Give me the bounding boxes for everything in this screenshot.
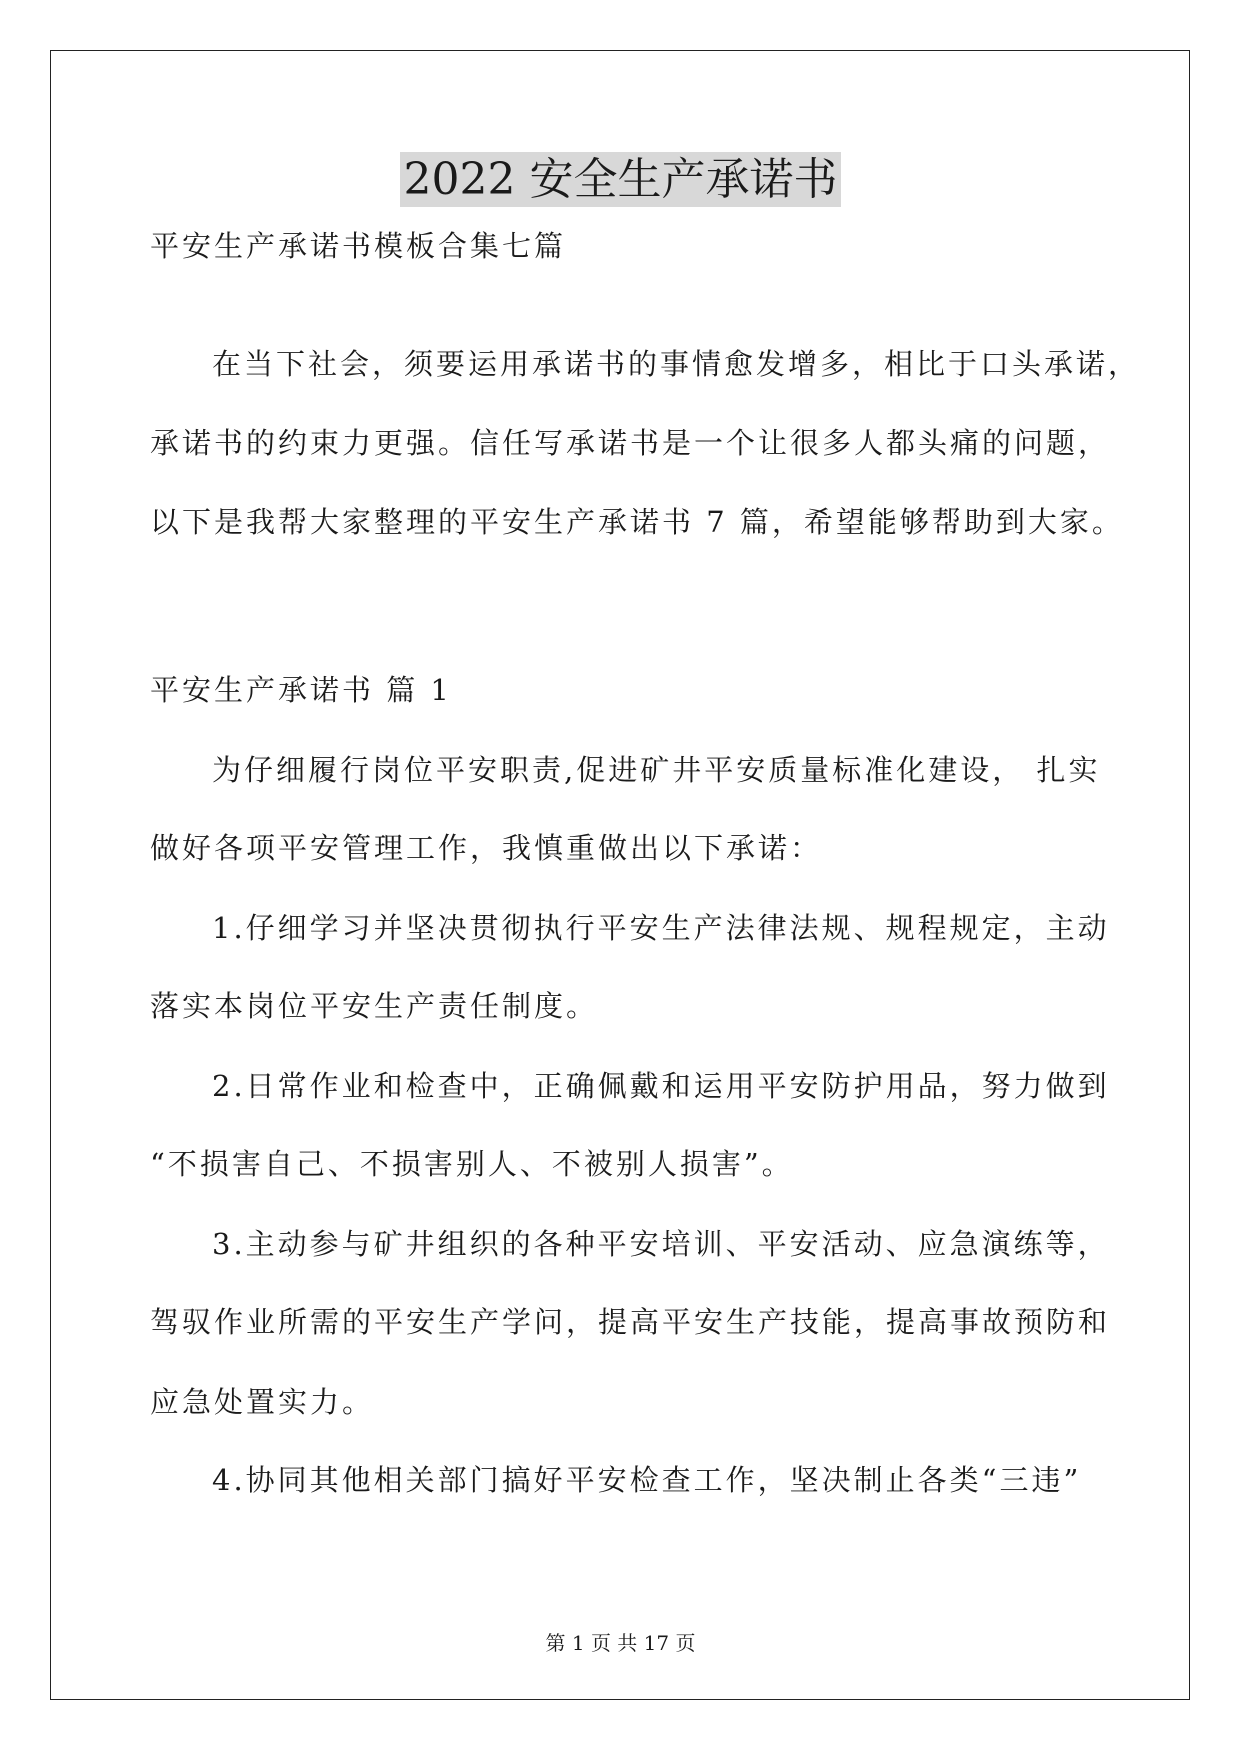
paragraph-line: 做好各项平安管理工作，我慎重做出以下承诺： [150, 831, 823, 865]
paragraph-line: “不损害自己、不损害别人、不被别人损害”。 [150, 1147, 794, 1181]
document-title [0, 152, 1241, 208]
intro-line-2: 承诺书的约束力更强。信任写承诺书是一个让很多人都头痛的问题， [150, 426, 1111, 460]
page-border [50, 50, 1190, 1700]
paragraph-line: 驾驭作业所需的平安生产学问，提高平安生产技能，提高事故预防和 [150, 1305, 1111, 1339]
paragraph-line: 4.协同其他相关部门搞好平安检查工作，坚决制止各类“三违” [212, 1463, 1082, 1497]
paragraph-line: 为仔细履行岗位平安职责,促进矿井平安质量标准化建设， 扎实 [212, 753, 1101, 787]
page-footer: 第 1 页 共 17 页 [545, 1631, 696, 1655]
paragraph-line: 落实本岗位平安生产责任制度。 [150, 989, 599, 1023]
intro-line-3: 以下是我帮大家整理的平安生产承诺书 7 篇，希望能够帮助到大家。 [150, 505, 1124, 539]
paragraph-line: 2.日常作业和检查中，正确佩戴和运用平安防护用品，努力做到 [212, 1069, 1110, 1103]
document-subtitle: 平安生产承诺书模板合集七篇 [150, 229, 567, 263]
intro-line-1: 在当下社会，须要运用承诺书的事情愈发增多，相比于口头承诺， [212, 347, 1141, 381]
paragraph-line: 3.主动参与矿井组织的各种平安培训、平安活动、应急演练等， [212, 1227, 1110, 1261]
section-heading: 平安生产承诺书 篇 1 [150, 673, 452, 707]
document-title-text: 2022 安全生产承诺书 [400, 152, 842, 207]
paragraph-line: 应急处置实力。 [150, 1385, 375, 1419]
paragraph-line: 1.仔细学习并坚决贯彻执行平安生产法律法规、规程规定，主动 [212, 911, 1110, 945]
